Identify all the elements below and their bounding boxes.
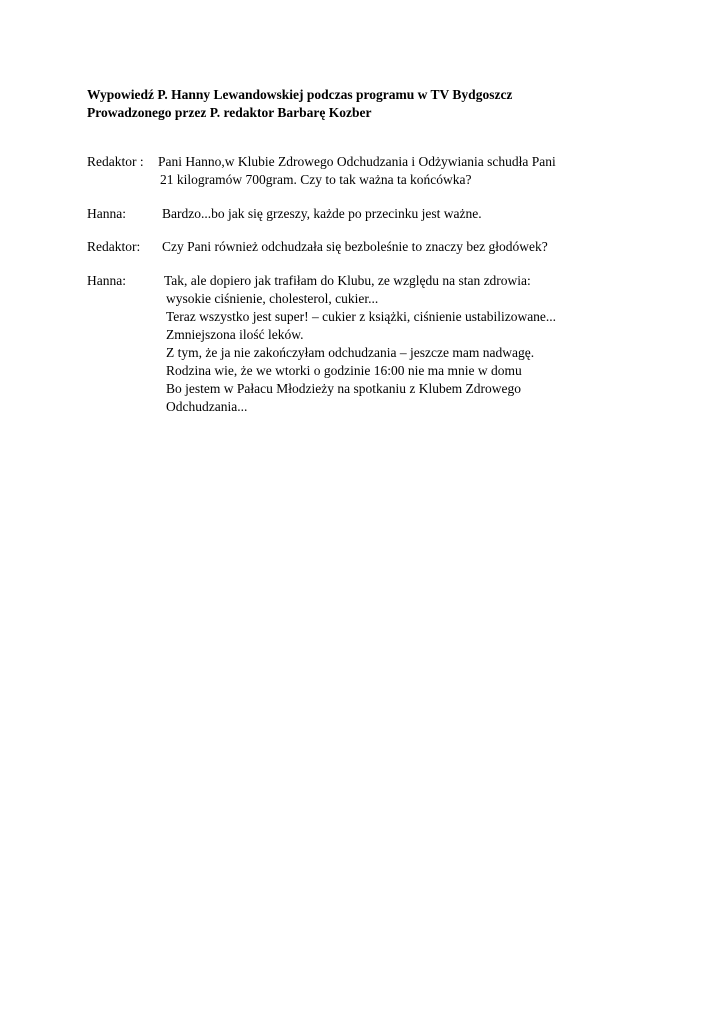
utterance-redaktor-2 <box>162 238 548 256</box>
title-line-1: Wypowiedź P. Hanny Lewandowskiej podczas programu w TV Bydgoszcz <box>87 87 513 102</box>
speaker-hanna-1: Hanna: <box>87 206 126 221</box>
speaker-hanna-2: Hanna: <box>87 273 126 288</box>
utterance-line: Bo jestem w Pałacu Młodzieży na spotkaniu z Klubem Zdrowego <box>166 381 522 396</box>
speaker-redaktor-2: Redaktor: <box>87 239 141 254</box>
utterance-line: Teraz wszystko jest super! – cukier z książki, ciśnienie ustabilizowane... <box>166 309 557 324</box>
utterance-redaktor-1 <box>158 153 556 189</box>
title-line-2: Prowadzonego przez P. redaktor Barbarę Kozber <box>87 105 372 120</box>
speaker-redaktor-1: Redaktor : <box>87 154 144 169</box>
document-title <box>87 86 512 122</box>
utterance-hanna-1 <box>162 205 482 223</box>
utterance-line: Bardzo...bo jak się grzeszy, każde po przecinku jest ważne. <box>162 206 482 221</box>
utterance-line: Odchudzania... <box>166 399 248 414</box>
utterance-line: Z tym, że ja nie zakończyłam odchudzania – jeszcze mam nadwagę. <box>166 345 535 360</box>
utterance-line: Zmniejszona ilość leków. <box>166 327 304 342</box>
utterance-line: Tak, ale dopiero jak trafiłam do Klubu, ze względu na stan zdrowia: <box>164 273 531 288</box>
utterance-hanna-2 <box>164 272 556 416</box>
utterance-line: Pani Hanno,w Klubie Zdrowego Odchudzania i Odżywiania schudła Pani <box>158 154 556 169</box>
utterance-line: Rodzina wie, że we wtorki o godzinie 16:00 nie ma mnie w domu <box>166 363 522 378</box>
utterance-line: wysokie ciśnienie, cholesterol, cukier... <box>166 291 379 306</box>
utterance-line: Czy Pani również odchudzała się bezboleśnie to znaczy bez głodówek? <box>162 239 548 254</box>
utterance-line: 21 kilogramów 700gram. Czy to tak ważna ta końcówka? <box>160 172 472 187</box>
